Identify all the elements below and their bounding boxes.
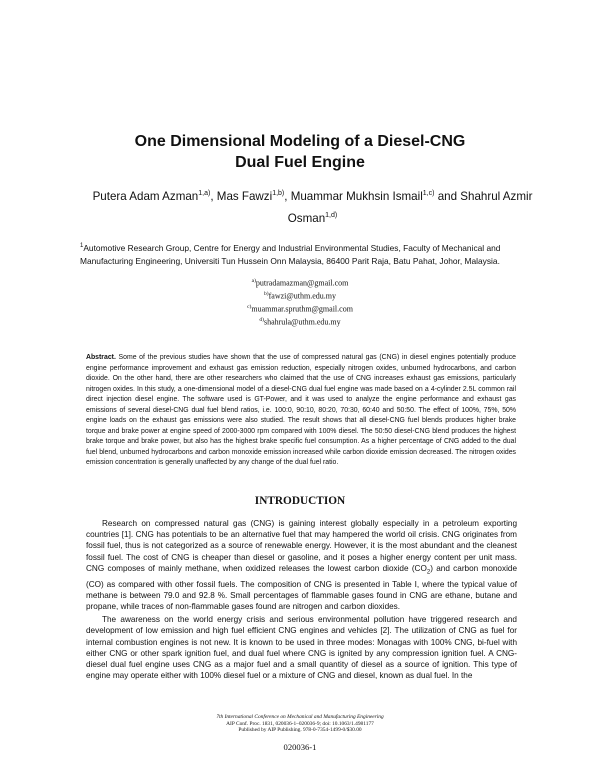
page-number: 020036-1 [283, 742, 317, 752]
email-address[interactable]: shahrula@uthm.edu.my [263, 318, 341, 328]
paragraph [86, 518, 517, 612]
author-superscript: 1,d) [325, 211, 338, 219]
email-line [0, 302, 600, 315]
author-name: Muammar Mukhsin Ismail [290, 189, 423, 203]
author-name: Mas Fawzi [216, 189, 273, 203]
affiliation [80, 240, 532, 268]
abstract-label: Abstract. [86, 354, 116, 361]
author-superscript: 1,b) [272, 190, 285, 197]
footer-publisher: Published by AIP Publishing. 978-0-7354-1499-0/$30.00 [238, 727, 362, 734]
author-superscript: 1,a) [198, 190, 211, 197]
author-name: Putera Adam Azman [92, 189, 199, 203]
email-address[interactable]: muammar.spruthm@gmail.com [251, 304, 353, 314]
email-superscript: b) [264, 291, 269, 298]
affiliation-text: Automotive Research Group, Centre for Energy and Industrial Environmental Studies, Faculty of Mechanical and Manufacturing Engineering, Universiti Tun Hussein Onn Malaysia, 86400 Parit Raja, Batu Pahat, Johor, Malaysia. [80, 242, 501, 266]
title-line-1: One Dimensional Modeling of a Diesel-CNG [134, 133, 466, 150]
subscript: 2 [426, 569, 431, 576]
email-superscript: a) [251, 278, 256, 284]
page-footer [0, 714, 600, 734]
body-text [86, 518, 517, 683]
paper-title [0, 131, 600, 173]
email-address[interactable]: fawzi@uthm.edu.my [268, 291, 336, 301]
email-superscript: d) [259, 317, 264, 324]
abstract-text: Some of the previous studies have shown that the use of compressed natural gas (CNG) in diesel engines potentially produce engine performance improvement and exhaust gas emission reduction, especially nitrogen oxides, unburned hydrocarbons, and carbon dioxide. On the other hand, there are other researchers who claimed that the use of CNG increases exhaust gas emissions, particularly nitrogen oxides. In this study, a one-dimensional model of a diesel-CNG dual fuel engine was made based on a 4-cylinder 2.5L common rail direct injection diesel engine. The software used is GT-Power, and it was used to analyze the engine performance and exhaust gas emissions of several diesel-CNG dual fuel blend ratios, i.e. 100:0, 90:10, 80:20, 70:30, 60:40 and 50:50. The effect of 100%, 75%, 50% engine loads on the exhaust gas emissions were also studied. The result shows that all diesel-CNG fuel blends produces higher brake torque and brake power at engine speed of 2000-3000 rpm compared with 100% diesel. The 50:50 diesel-CNG blend produces the highest brake torque and brake power, but also has the highest brake specific fuel consumption. As a higher percentage of CNG added to the dual fuel blend, unburned hydrocarbons and carbon monoxide emission increased while carbon dioxide emission decreased. The nitrogen oxides emission concentration is generally unaffected by any change of the dual fuel ratio. [86, 354, 516, 466]
email-address[interactable]: putradamazman@gmail.com [255, 278, 349, 288]
paragraph-text: ) and carbon monoxide (CO) as compared with other fossil fuels. The composition of CNG is presented in Table I, where the typical value of methane is between 79.0 and 92.8 %. Small percentages of flammable gases found in CNG are ethane, butane and propane, while traces of non-flammable gases found are nitrogen and carbon dioxides. [86, 563, 517, 612]
email-superscript: c) [247, 304, 252, 311]
abstract [86, 353, 516, 469]
footer-conference: 7th International Conference on Mechanical and Manufacturing Engineering [216, 714, 384, 720]
email-line [0, 276, 600, 289]
author-superscript: 1,c) [422, 190, 435, 197]
section-heading: INTRODUCTION [254, 495, 346, 507]
author-list: Putera Adam Azman$^{1,a)}$, Mas Fawzi$^{1,b)}$, Muammar Mukhsin Ismail$^{1,c)}$ and Shahrul Azmir Osman$^{1,d)}$ [92, 189, 533, 225]
email-list [0, 276, 600, 329]
email-line [0, 315, 600, 328]
author-name: Shahrul Azmir Osman [287, 189, 533, 225]
paragraph-text: Research on compressed natural gas (CNG) is gaining interest globally especially in a petroleum exporting countries [1]. CNG has potentials to be an alternative fuel that may hampered the world oil crisis. CNG originates from fossil fuel, thus is not categorized as a source of renewable energy. However, it is the most abundant and the cleanest fossil fuel. The cost of CNG is cheaper than diesel or gasoline, and it poses a higher energy content per unit mass. CNG composes of mainly methane, when oxidized releases the lowest carbon dioxide (CO [86, 519, 517, 573]
affiliation-superscript: 1 [80, 243, 84, 249]
footer-citation: AIP Conf. Proc. 1831, 020036-1–020036-9; doi: 10.1063/1.4981177 [226, 720, 374, 727]
title-line-2: Dual Fuel Engine [235, 154, 365, 171]
author-conjunction: and [437, 189, 458, 203]
paragraph: The awareness on the world energy crisis and serious environmental pollution have triggered research and development of low emission and high fuel efficient CNG engines and vehicles [2]. The utilization of CNG as fuel for internal combustion engines is not new. It is known to be used in three modes: Monagas with 100% CNG, bi-fuel with either CNG or other spark ignition fuel, and dual fuel where CNG is ignited by any compression ignition fuel. A CNG-diesel dual fuel engine uses CNG as a major fuel and a small quantity of diesel as a source of ignition. This type of engine may operate either with 100% diesel fuel or a mixture of CNG and diesel, known as dual fuel. In the [86, 615, 517, 681]
email-line [0, 289, 600, 302]
